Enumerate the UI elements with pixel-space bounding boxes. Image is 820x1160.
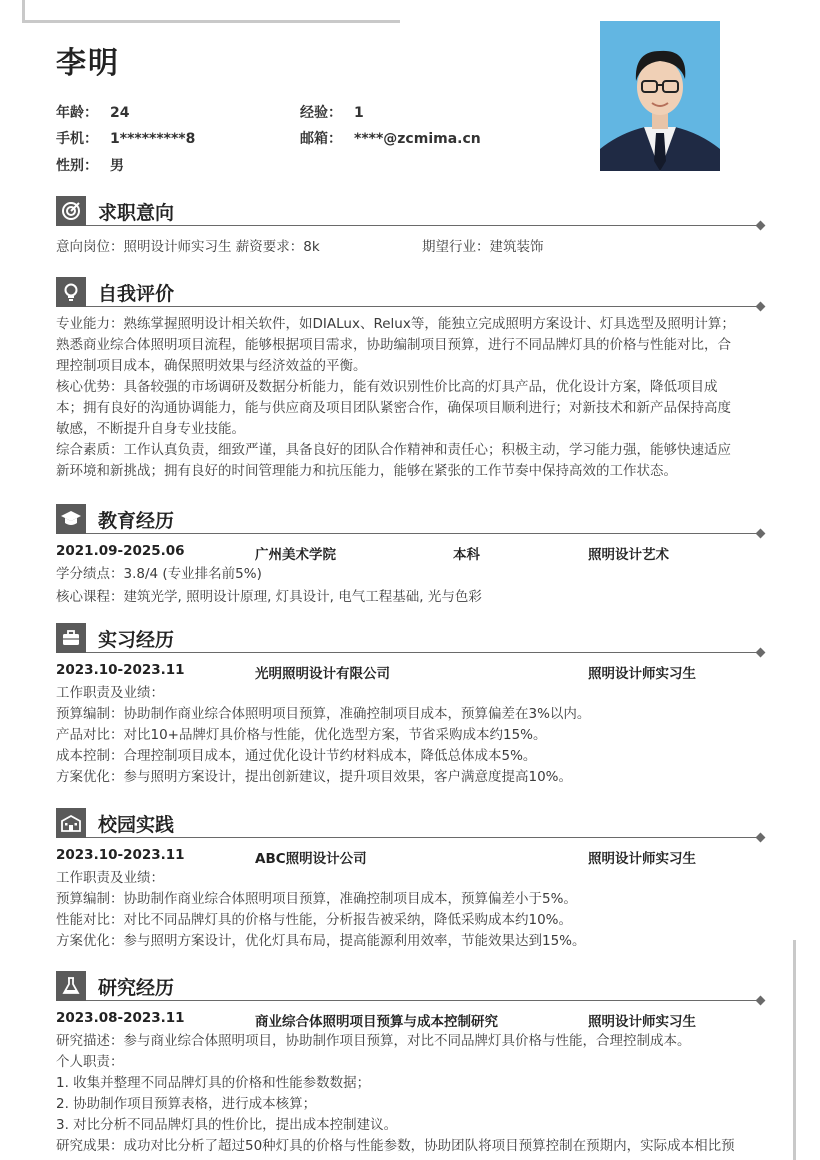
text-line: 研究描述：参与商业综合体照明项目，协助制作项目预算，对比不同品牌灯具价格与性能，合理控制成本。 xyxy=(56,1033,691,1049)
target-icon xyxy=(56,196,86,226)
divider-diamond xyxy=(756,648,766,658)
section-divider xyxy=(86,837,760,838)
text-line: 成本控制：合理控制项目成本，通过优化设计节约材料成本，降低总体成本5%。 xyxy=(56,748,537,764)
divider-diamond xyxy=(756,221,766,231)
gender-label: 性别： xyxy=(56,158,98,174)
divider-diamond xyxy=(756,996,766,1006)
education-degree: 本科 xyxy=(453,547,480,563)
experience-value: 1 xyxy=(354,105,364,121)
gender-row xyxy=(56,155,124,175)
text-line: 研究成果：成功对比分析了超过50种灯具的价格与性能参数，协助团队将项目预算控制在预期内，实际成本相比预 xyxy=(56,1138,735,1154)
text-line: 预算编制：协助制作商业综合体照明项目预算，准确控制项目成本，预算偏差在3%以内。 xyxy=(56,706,591,722)
experience-row xyxy=(300,102,364,122)
decorative-line xyxy=(22,0,25,22)
text-line: 方案优化：参与照明方案设计，优化灯具布局，提高能源利用效率，节能效果达到15%。 xyxy=(56,933,586,949)
flask-icon xyxy=(56,971,86,1001)
self-evaluation-text xyxy=(56,314,766,482)
text-line: 性能对比：对比不同品牌灯具的价格与性能，分析报告被采纳，降低采购成本约10%。 xyxy=(56,912,573,928)
decorative-line xyxy=(793,940,796,1160)
bulb-icon xyxy=(56,277,86,307)
profile-photo xyxy=(600,21,720,171)
section-education xyxy=(56,504,764,534)
text-line: 工作职责及业绩： xyxy=(56,870,164,886)
email-label: 邮箱： xyxy=(300,131,342,147)
text-line: 新环境和新挑战；拥有良好的时间管理能力和抗压能力，能够在紧张的工作节奏中保持高效的工作状态。 xyxy=(56,463,677,479)
intent-position-salary: 意向岗位：照明设计师实习生 薪资要求：8k xyxy=(56,239,320,255)
text-line: 理控制项目成本，确保照明效果与经济效益的平衡。 xyxy=(56,358,367,374)
education-date: 2021.09-2025.06 xyxy=(56,543,185,559)
text-line: 综合素质：工作认真负责，细致严谨，具备良好的团队合作精神和责任心；积极主动，学习能力强，能够快速适应 xyxy=(56,442,731,458)
text-line: 产品对比：对比10+品牌灯具价格与性能，优化选型方案，节省采购成本约15%。 xyxy=(56,727,547,743)
briefcase-icon xyxy=(56,623,86,653)
education-school: 广州美术学院 xyxy=(255,547,336,563)
research-details xyxy=(56,1031,766,1157)
section-internship xyxy=(56,623,764,653)
text-line: 本；拥有良好的沟通协调能力，能与供应商及项目团队紧密合作，确保项目顺利进行；对新技术和新产品保持高度 xyxy=(56,400,731,416)
gender-value: 男 xyxy=(110,158,124,174)
text-line: 1. 收集并整理不同品牌灯具的价格和性能参数数据； xyxy=(56,1075,371,1091)
text-line: 熟悉商业综合体照明项目流程，能够根据项目需求，协助编制项目预算，进行不同品牌灯具的价格与性能对比，合 xyxy=(56,337,731,353)
section-title: 实习经历 xyxy=(98,629,175,651)
graduation-cap-icon xyxy=(56,504,86,534)
education-courses: 核心课程：建筑光学, 照明设计原理, 灯具设计, 电气工程基础, 光与色彩 xyxy=(56,589,482,605)
internship-details xyxy=(56,683,766,788)
phone-value: 1*********8 xyxy=(110,131,196,147)
experience-label: 经验： xyxy=(300,105,342,121)
text-line: 专业能力：熟练掌握照明设计相关软件，如DIALux、Relux等，能独立完成照明方案设计、灯具选型及照明计算； xyxy=(56,316,735,332)
divider-diamond xyxy=(756,833,766,843)
section-divider xyxy=(86,652,760,653)
text-line: 敏感，不断提升自身专业技能。 xyxy=(56,421,245,437)
internship-role: 照明设计师实习生 xyxy=(588,666,696,682)
section-campus-practice xyxy=(56,808,764,838)
decorative-line xyxy=(22,20,400,23)
section-title: 自我评价 xyxy=(98,283,175,305)
section-research xyxy=(56,971,764,1001)
section-self-evaluation xyxy=(56,277,764,307)
section-divider xyxy=(86,225,760,226)
research-date: 2023.08-2023.11 xyxy=(56,1010,185,1026)
section-title: 研究经历 xyxy=(98,977,175,999)
text-line: 3. 对比分析不同品牌灯具的性价比，提出成本控制建议。 xyxy=(56,1117,398,1133)
phone-label: 手机： xyxy=(56,131,98,147)
age-row xyxy=(56,102,129,122)
section-divider xyxy=(86,533,760,534)
age-value: 24 xyxy=(110,105,130,121)
internship-company: 光明照明设计有限公司 xyxy=(255,666,390,682)
section-title: 求职意向 xyxy=(98,202,175,224)
campus-date: 2023.10-2023.11 xyxy=(56,847,185,863)
internship-date: 2023.10-2023.11 xyxy=(56,662,185,678)
age-label: 年龄： xyxy=(56,105,98,121)
section-divider xyxy=(86,306,760,307)
campus-company: ABC照明设计公司 xyxy=(255,851,367,867)
divider-diamond xyxy=(756,302,766,312)
section-divider xyxy=(86,1000,760,1001)
email-row xyxy=(300,128,481,148)
campus-role: 照明设计师实习生 xyxy=(588,851,696,867)
text-line: 方案优化：参与照明方案设计，提出创新建议，提升项目效果，客户满意度提高10%。 xyxy=(56,769,573,785)
research-role: 照明设计师实习生 xyxy=(588,1014,696,1030)
text-line: 2. 协助制作项目预算表格，进行成本核算； xyxy=(56,1096,317,1112)
research-project: 商业综合体照明项目预算与成本控制研究 xyxy=(255,1014,498,1030)
divider-diamond xyxy=(756,529,766,539)
section-title: 校园实践 xyxy=(98,814,175,836)
text-line: 预算编制：协助制作商业综合体照明项目预算，准确控制项目成本，预算偏差小于5%。 xyxy=(56,891,577,907)
text-line: 个人职责： xyxy=(56,1054,124,1070)
section-title: 教育经历 xyxy=(98,510,175,532)
school-building-icon xyxy=(56,808,86,838)
email-value: ****@zcmima.cn xyxy=(354,131,481,147)
education-major: 照明设计艺术 xyxy=(588,547,669,563)
campus-details xyxy=(56,868,766,952)
section-job-intent xyxy=(56,196,764,226)
education-gpa: 学分绩点：3.8/4 (专业排名前5%) xyxy=(56,566,262,582)
phone-row xyxy=(56,128,195,148)
candidate-name: 李明 xyxy=(56,46,120,81)
text-line: 工作职责及业绩： xyxy=(56,685,164,701)
text-line: 核心优势：具备较强的市场调研及数据分析能力，能有效识别性价比高的灯具产品，优化设计方案，降低项目成 xyxy=(56,379,718,395)
intent-industry: 期望行业：建筑装饰 xyxy=(422,239,544,255)
